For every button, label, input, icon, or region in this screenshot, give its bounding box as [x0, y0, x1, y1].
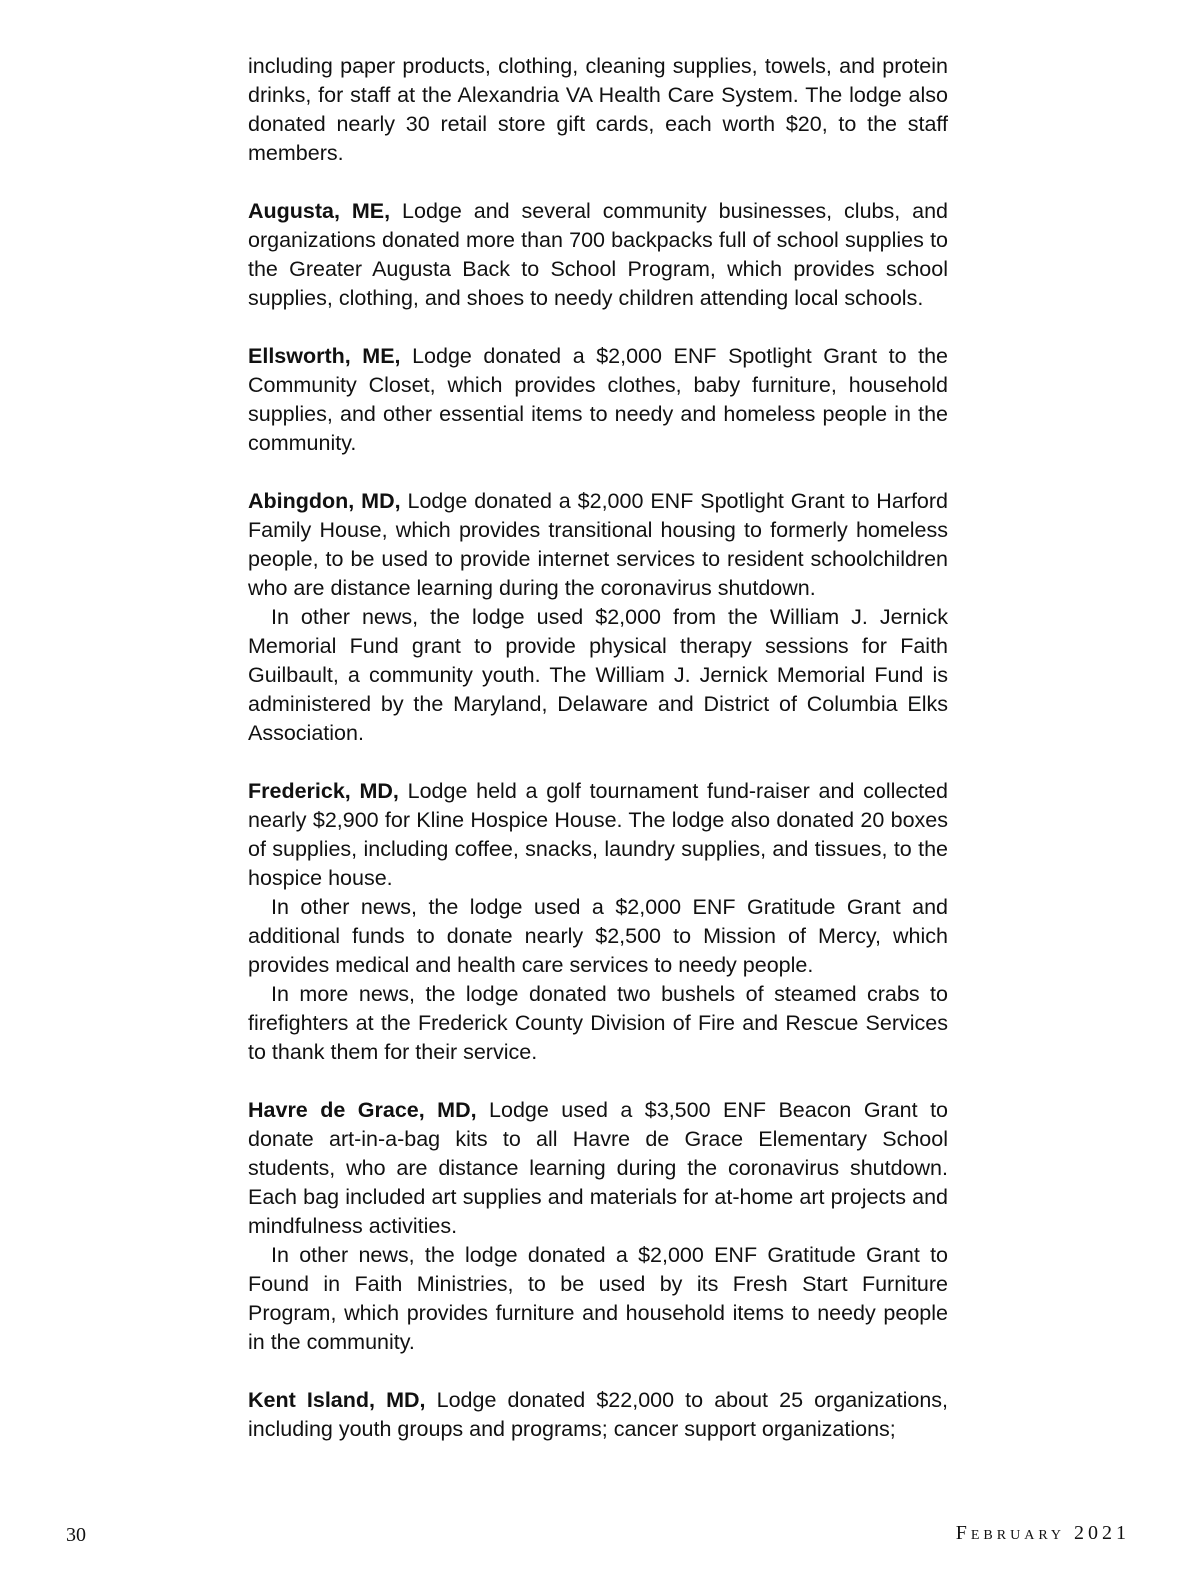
entry-paragraph: In more news, the lodge donated two bushels of steamed crabs to firefighters at the Frederick County Division of Fire and Rescue Services to thank them for their service.: [248, 982, 948, 1064]
entry-text: Lodge donated a $2,000 ENF Spotlight Grant to the Community Closet, which provides clothes, baby furniture, household supplies, and other essential items to needy and homeless people in the community.: [248, 344, 948, 455]
entry-augusta: [248, 197, 948, 313]
entry-paragraph: [248, 487, 948, 603]
entry-text: Lodge donated a $2,000 ENF Spotlight Grant to Harford Family House, which provides transitional housing to formerly homeless people, to be used to provide internet services to resident schoolchildren who are distance learning during the coronavirus shutdown.: [248, 489, 948, 600]
page-number: 30: [66, 1524, 86, 1546]
entry-paragraph: [248, 1096, 948, 1241]
lodge-name: Ellsworth, ME,: [248, 344, 401, 368]
entry-paragraph: [248, 197, 948, 313]
entry-havre-de-grace: [248, 1096, 948, 1357]
entry-text: Lodge used a $3,500 ENF Beacon Grant to donate art-in-a-bag kits to all Havre de Grace Elementary School students, who are distance learning during the coronavirus shutdown. Each bag included art supplies and materials for at-home art projects and mindfulness activities.: [248, 1098, 948, 1238]
lodge-name: Havre de Grace, MD,: [248, 1098, 477, 1122]
entry-text: Lodge and several community businesses, clubs, and organizations donated more than 700 backpacks full of school supplies to the Greater Augusta Back to School Program, which provides school supplies, clothing, and shoes to needy children attending local schools.: [248, 199, 949, 310]
entry-paragraph: [248, 342, 948, 458]
entry-kent-island: [248, 1386, 948, 1444]
entry-paragraph: [248, 1386, 948, 1444]
entry-paragraph: [248, 777, 948, 893]
entry-paragraph: In other news, the lodge used $2,000 from the William J. Jernick Memorial Fund grant to provide physical therapy sessions for Faith Guilbault, a community youth. The William J. Jernick Memorial Fund is administered by the Maryland, Delaware and District of Columbia Elks Association.: [248, 605, 948, 745]
entry-paragraph: including paper products, clothing, cleaning supplies, towels, and protein drinks, for staff at the Alexandria VA Health Care System. The lodge also donated nearly 30 retail store gift cards, each worth $20, to the staff members.: [248, 54, 948, 165]
entry-text: Lodge donated $22,000 to about 25 organizations, including youth groups and programs; cancer support organizations;: [248, 1388, 948, 1441]
entry-ellsworth: [248, 342, 948, 458]
lodge-name: Kent Island, MD,: [248, 1388, 426, 1412]
entry-paragraph: In other news, the lodge donated a $2,000 ENF Gratitude Grant to Found in Faith Ministries, to be used by its Fresh Start Furniture Program, which provides furniture and household items to needy people in the community.: [248, 1243, 948, 1354]
issue-date: February 2021: [955, 1522, 1130, 1544]
lodge-name: Abingdon, MD,: [248, 489, 401, 513]
article-column: [248, 52, 948, 1473]
entry-continuation: [248, 52, 948, 168]
lodge-name: Frederick, MD,: [248, 779, 399, 803]
entry-paragraph: In other news, the lodge used a $2,000 ENF Gratitude Grant and additional funds to donate nearly $2,500 to Mission of Mercy, which provides medical and health care services to needy people.: [248, 895, 948, 977]
entry-abingdon: [248, 487, 948, 748]
entry-text: Lodge held a golf tournament fund-raiser and collected nearly $2,900 for Kline Hospice House. The lodge also donated 20 boxes of supplies, including coffee, snacks, laundry supplies, and tissues, to the hospice house.: [248, 779, 948, 890]
lodge-name: Augusta, ME,: [248, 199, 391, 223]
entry-frederick: [248, 777, 948, 1067]
